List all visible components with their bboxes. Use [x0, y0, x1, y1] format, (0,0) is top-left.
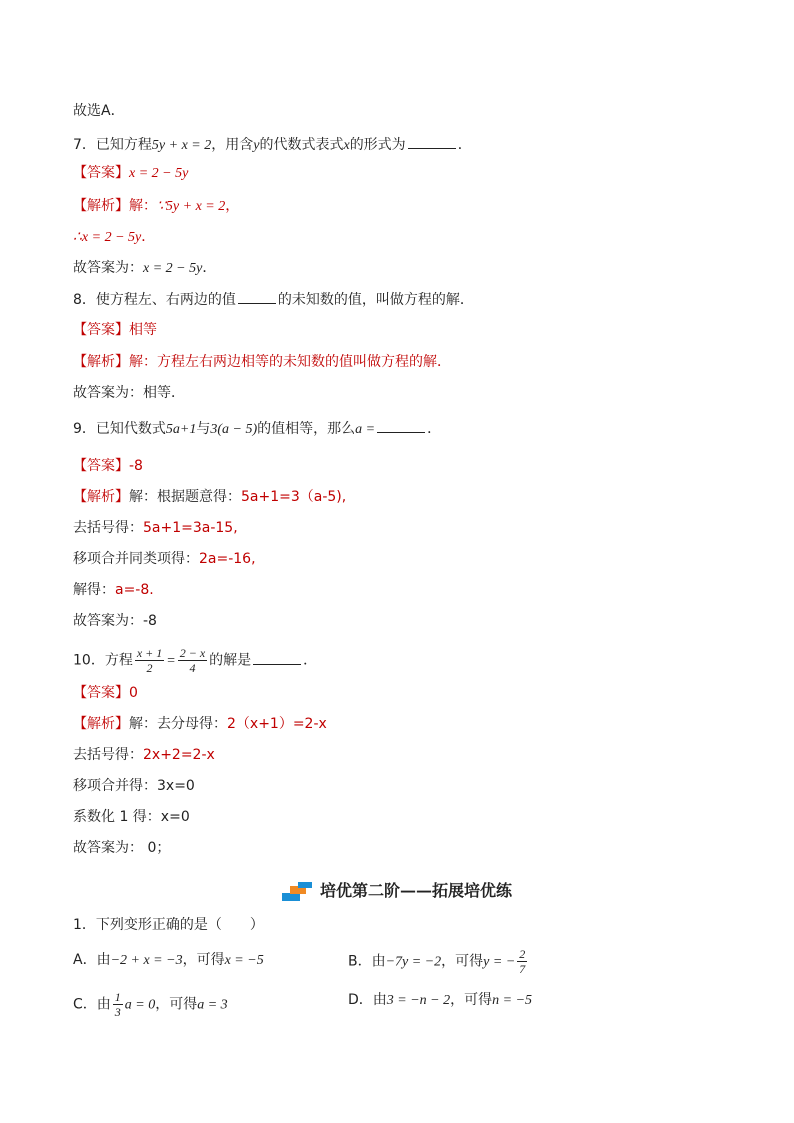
text: 去括号得： — [73, 747, 143, 763]
q9-step-4 — [73, 580, 154, 600]
equation: 5a+1=3（a-5), — [241, 489, 347, 505]
equation: a = 3 — [197, 997, 228, 1013]
expression: 3(a − 5) — [210, 422, 258, 437]
q9-answer — [73, 456, 143, 476]
text: 7．已知方程 — [73, 137, 152, 153]
q8-answer — [73, 320, 157, 340]
text: ． — [141, 229, 156, 245]
answer-blank — [238, 289, 276, 304]
numerator: 1 — [114, 990, 121, 1004]
equation: a = 0 — [124, 997, 156, 1013]
q10-step-2 — [73, 745, 215, 765]
text: 故答案为：相等． — [73, 385, 185, 401]
text: B．由 — [348, 953, 386, 970]
equation: a=-8. — [115, 582, 154, 598]
section-title — [0, 878, 794, 902]
equation: x = −5 — [224, 953, 264, 968]
expression: 5a+1 — [165, 422, 197, 437]
text: 解： — [129, 198, 157, 214]
analysis-label: 【解析】 — [73, 716, 129, 732]
text: 故答案为： 0； — [73, 840, 171, 856]
text: 解：根据题意得： — [129, 489, 241, 505]
question-9 — [73, 418, 441, 440]
text: 的代数式表式 — [259, 137, 344, 153]
answer-value: -8 — [129, 458, 143, 474]
answer-value: x = 2 − 5y — [129, 166, 189, 181]
text: 的解是 — [209, 652, 252, 669]
text: 系数化 1 得：x=0 — [73, 809, 190, 825]
equation: 2a=-16, — [199, 551, 256, 567]
analysis-label: 【解析】 — [73, 198, 129, 214]
equation: 2x+2=2-x — [143, 747, 215, 763]
numerator: 2 − x — [179, 646, 206, 660]
text: 10．方程 — [73, 652, 133, 669]
q10-step-4 — [73, 807, 190, 827]
equation: 5y + x = 2 — [151, 138, 212, 153]
q9-final — [73, 611, 157, 631]
option-c — [73, 990, 228, 1019]
q7-final — [73, 258, 216, 279]
question-8 — [73, 289, 474, 310]
equals: = — [166, 653, 176, 669]
question-7 — [73, 134, 472, 156]
denominator: 3 — [114, 1005, 121, 1019]
q10-final — [73, 838, 170, 858]
q10-step-3 — [73, 776, 195, 796]
fraction — [135, 646, 164, 675]
answer-label: 【答案】 — [73, 458, 129, 474]
text: 解：方程左右两边相等的未知数的值叫做方程的解． — [129, 354, 451, 370]
option-d — [348, 990, 532, 1011]
question-10 — [73, 646, 317, 675]
fraction — [178, 646, 207, 675]
variable: x — [343, 138, 350, 153]
text: ，可得 — [182, 952, 225, 968]
question-stem: 1．下列变形正确的是（ ） — [73, 917, 264, 933]
text: ，可得 — [450, 992, 493, 1008]
text: 的值相等，那么 — [257, 421, 356, 437]
analysis-label: 【解析】 — [73, 489, 129, 505]
new-question-1 — [73, 915, 264, 935]
text: 解得： — [73, 582, 115, 598]
numerator: 2 — [519, 947, 526, 961]
text: 故答案为：-8 — [73, 613, 157, 629]
q9-step-3 — [73, 549, 256, 569]
fraction — [113, 990, 123, 1019]
text: 9．已知代数式 — [73, 421, 166, 437]
text: 移项合并同类项得： — [73, 551, 199, 567]
equation: ∴x = 2 − 5y — [73, 230, 142, 245]
text: ． — [202, 260, 217, 276]
q9-step-2 — [73, 518, 238, 538]
equation: y = − — [483, 954, 516, 970]
numerator: x + 1 — [136, 646, 163, 660]
answer-label: 【答案】 — [73, 685, 129, 701]
denominator: 2 — [146, 661, 153, 675]
equation: −7y = −2 — [385, 954, 442, 970]
answer-blank — [377, 418, 425, 433]
text: 的未知数的值，叫做方程的解． — [277, 292, 474, 308]
text: C．由 — [73, 996, 111, 1013]
equation: 2（x+1）=2-x — [227, 716, 327, 732]
equation: 3 = −n − 2 — [386, 993, 451, 1008]
text: ，用含 — [211, 137, 254, 153]
text: ． — [427, 421, 442, 437]
text: 去括号得： — [73, 520, 143, 536]
equation: −2 + x = −3 — [110, 953, 183, 968]
q9-analysis — [73, 487, 346, 507]
q10-analysis — [73, 714, 327, 734]
text: A．由 — [73, 952, 111, 968]
equation: x = 2 − 5y — [143, 261, 203, 276]
q10-answer — [73, 683, 138, 703]
answer-blank — [408, 134, 456, 149]
text: 8．使方程左、右两边的值 — [73, 292, 236, 308]
text: 与 — [196, 421, 211, 437]
option-a — [73, 950, 264, 971]
text: ． — [457, 137, 472, 153]
denominator: 4 — [189, 661, 196, 675]
fraction — [517, 947, 527, 976]
text: ． — [303, 652, 318, 669]
text: ， — [225, 198, 240, 214]
text: 故选A． — [73, 103, 125, 119]
q7-analysis-step — [73, 227, 155, 248]
prev-answer-line — [73, 101, 125, 121]
q8-final — [73, 383, 185, 403]
equation: n = −5 — [492, 993, 533, 1008]
answer-label: 【答案】 — [73, 165, 129, 181]
section-title-text: 培优第二阶——拓展培优练 — [319, 881, 512, 900]
analysis-label: 【解析】 — [73, 354, 129, 370]
text: 的形式为 — [349, 137, 406, 153]
answer-value: 0 — [129, 685, 138, 701]
answer-blank — [253, 650, 301, 665]
variable: y — [253, 138, 260, 153]
text: ，可得 — [441, 953, 484, 970]
q8-analysis — [73, 352, 451, 372]
text: ，可得 — [155, 996, 198, 1013]
text: D．由 — [348, 992, 387, 1008]
text: 故答案为： — [73, 260, 143, 276]
option-b — [348, 947, 529, 976]
answer-value: 相等 — [129, 322, 157, 338]
expression: a = — [355, 422, 376, 437]
q7-answer — [73, 163, 188, 184]
text: 解：去分母得： — [129, 716, 227, 732]
q7-analysis — [73, 196, 239, 217]
stair-logo-icon — [282, 882, 312, 902]
denominator: 7 — [519, 962, 526, 976]
text: 移项合并得：3x=0 — [73, 778, 195, 794]
answer-label: 【答案】 — [73, 322, 129, 338]
equation: 5a+1=3a-15, — [143, 520, 238, 536]
equation: ∵5y + x = 2 — [157, 199, 226, 214]
